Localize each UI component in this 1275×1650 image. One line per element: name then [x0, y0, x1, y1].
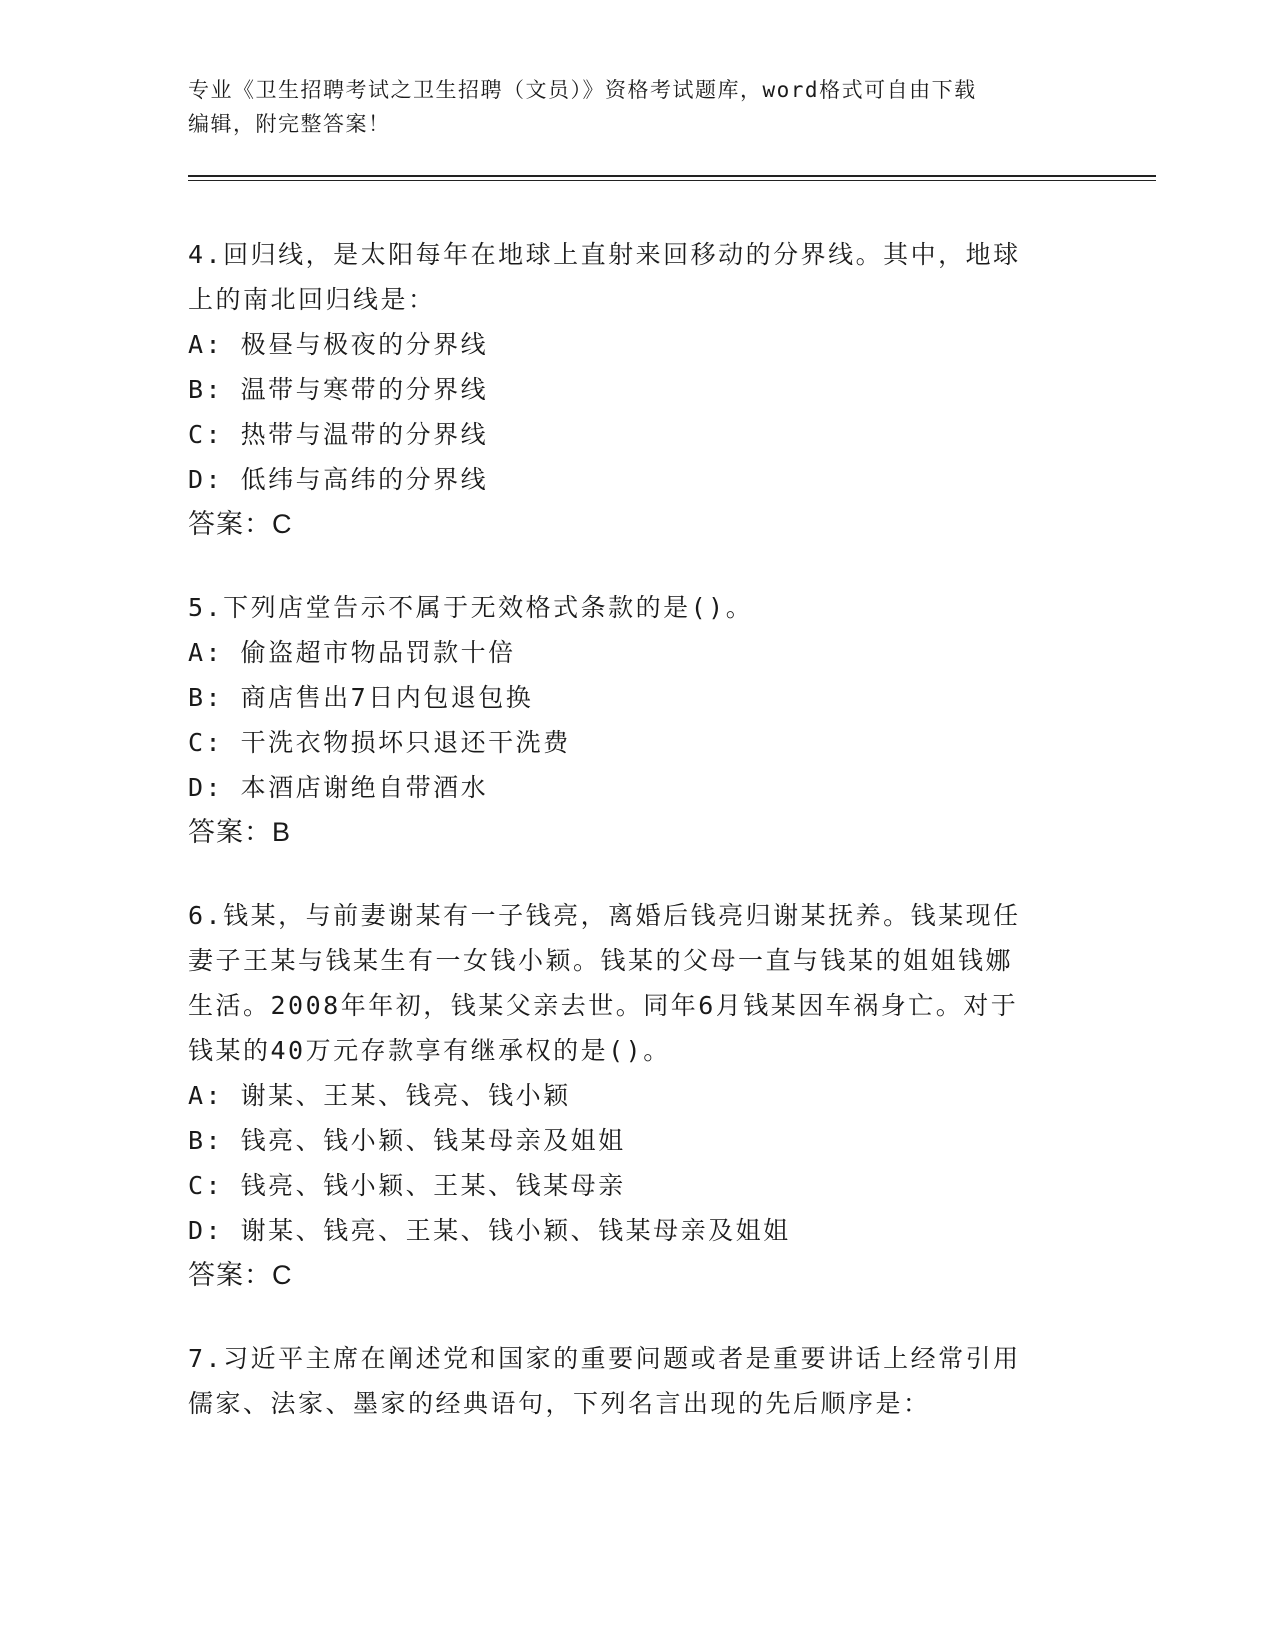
header-line-2: 编辑，附完整答案！: [188, 112, 391, 136]
question-stem: 7.习近平主席在阐述党和国家的重要问题或者是重要讲话上经常引用: [188, 1344, 1021, 1373]
question-5: [188, 585, 1088, 855]
answer: 答案：C: [188, 509, 293, 539]
option-d: D: 本酒店谢绝自带酒水: [188, 773, 489, 802]
option-a: A: 偷盗超市物品罚款十倍: [188, 638, 516, 667]
question-6: [188, 893, 1088, 1298]
question-stem: 5.下列店堂告示不属于无效格式条款的是()。: [188, 593, 754, 622]
header-line-1: 专业《卫生招聘考试之卫生招聘（文员）》资格考试题库，word格式可自由下载: [188, 78, 977, 102]
question-stem: 6.钱某，与前妻谢某有一子钱亮，离婚后钱亮归谢某抚养。钱某现任: [188, 901, 1021, 930]
question-stem: 生活。2008年年初，钱某父亲去世。同年6月钱某因车祸身亡。对于: [188, 991, 1019, 1020]
question-stem: 上的南北回归线是：: [188, 285, 436, 314]
header-divider: [188, 175, 1156, 181]
document-header: [188, 73, 1088, 141]
option-c: C: 干洗衣物损坏只退还干洗费: [188, 728, 571, 757]
question-stem: 4.回归线，是太阳每年在地球上直射来回移动的分界线。其中，地球: [188, 240, 1021, 269]
question-7: [188, 1336, 1088, 1426]
answer: 答案：B: [188, 817, 292, 847]
option-b: B: 商店售出7日内包退包换: [188, 683, 534, 712]
option-c: C: 热带与温带的分界线: [188, 420, 489, 449]
option-b: B: 温带与寒带的分界线: [188, 375, 489, 404]
option-c: C: 钱亮、钱小颖、王某、钱某母亲: [188, 1171, 626, 1200]
question-stem: 妻子王某与钱某生有一女钱小颖。钱某的父母一直与钱某的姐姐钱娜: [188, 946, 1014, 975]
question-stem: 钱某的40万元存款享有继承权的是()。: [188, 1036, 671, 1065]
option-d: D: 谢某、钱亮、王某、钱小颖、钱某母亲及姐姐: [188, 1216, 791, 1245]
question-4: [188, 232, 1088, 547]
option-b: B: 钱亮、钱小颖、钱某母亲及姐姐: [188, 1126, 626, 1155]
option-a: A: 谢某、王某、钱亮、钱小颖: [188, 1081, 571, 1110]
option-a: A: 极昼与极夜的分界线: [188, 330, 489, 359]
question-stem: 儒家、法家、墨家的经典语句，下列名言出现的先后顺序是：: [188, 1389, 931, 1418]
answer: 答案：C: [188, 1260, 293, 1290]
question-list: [188, 232, 1088, 1464]
option-d: D: 低纬与高纬的分界线: [188, 465, 489, 494]
